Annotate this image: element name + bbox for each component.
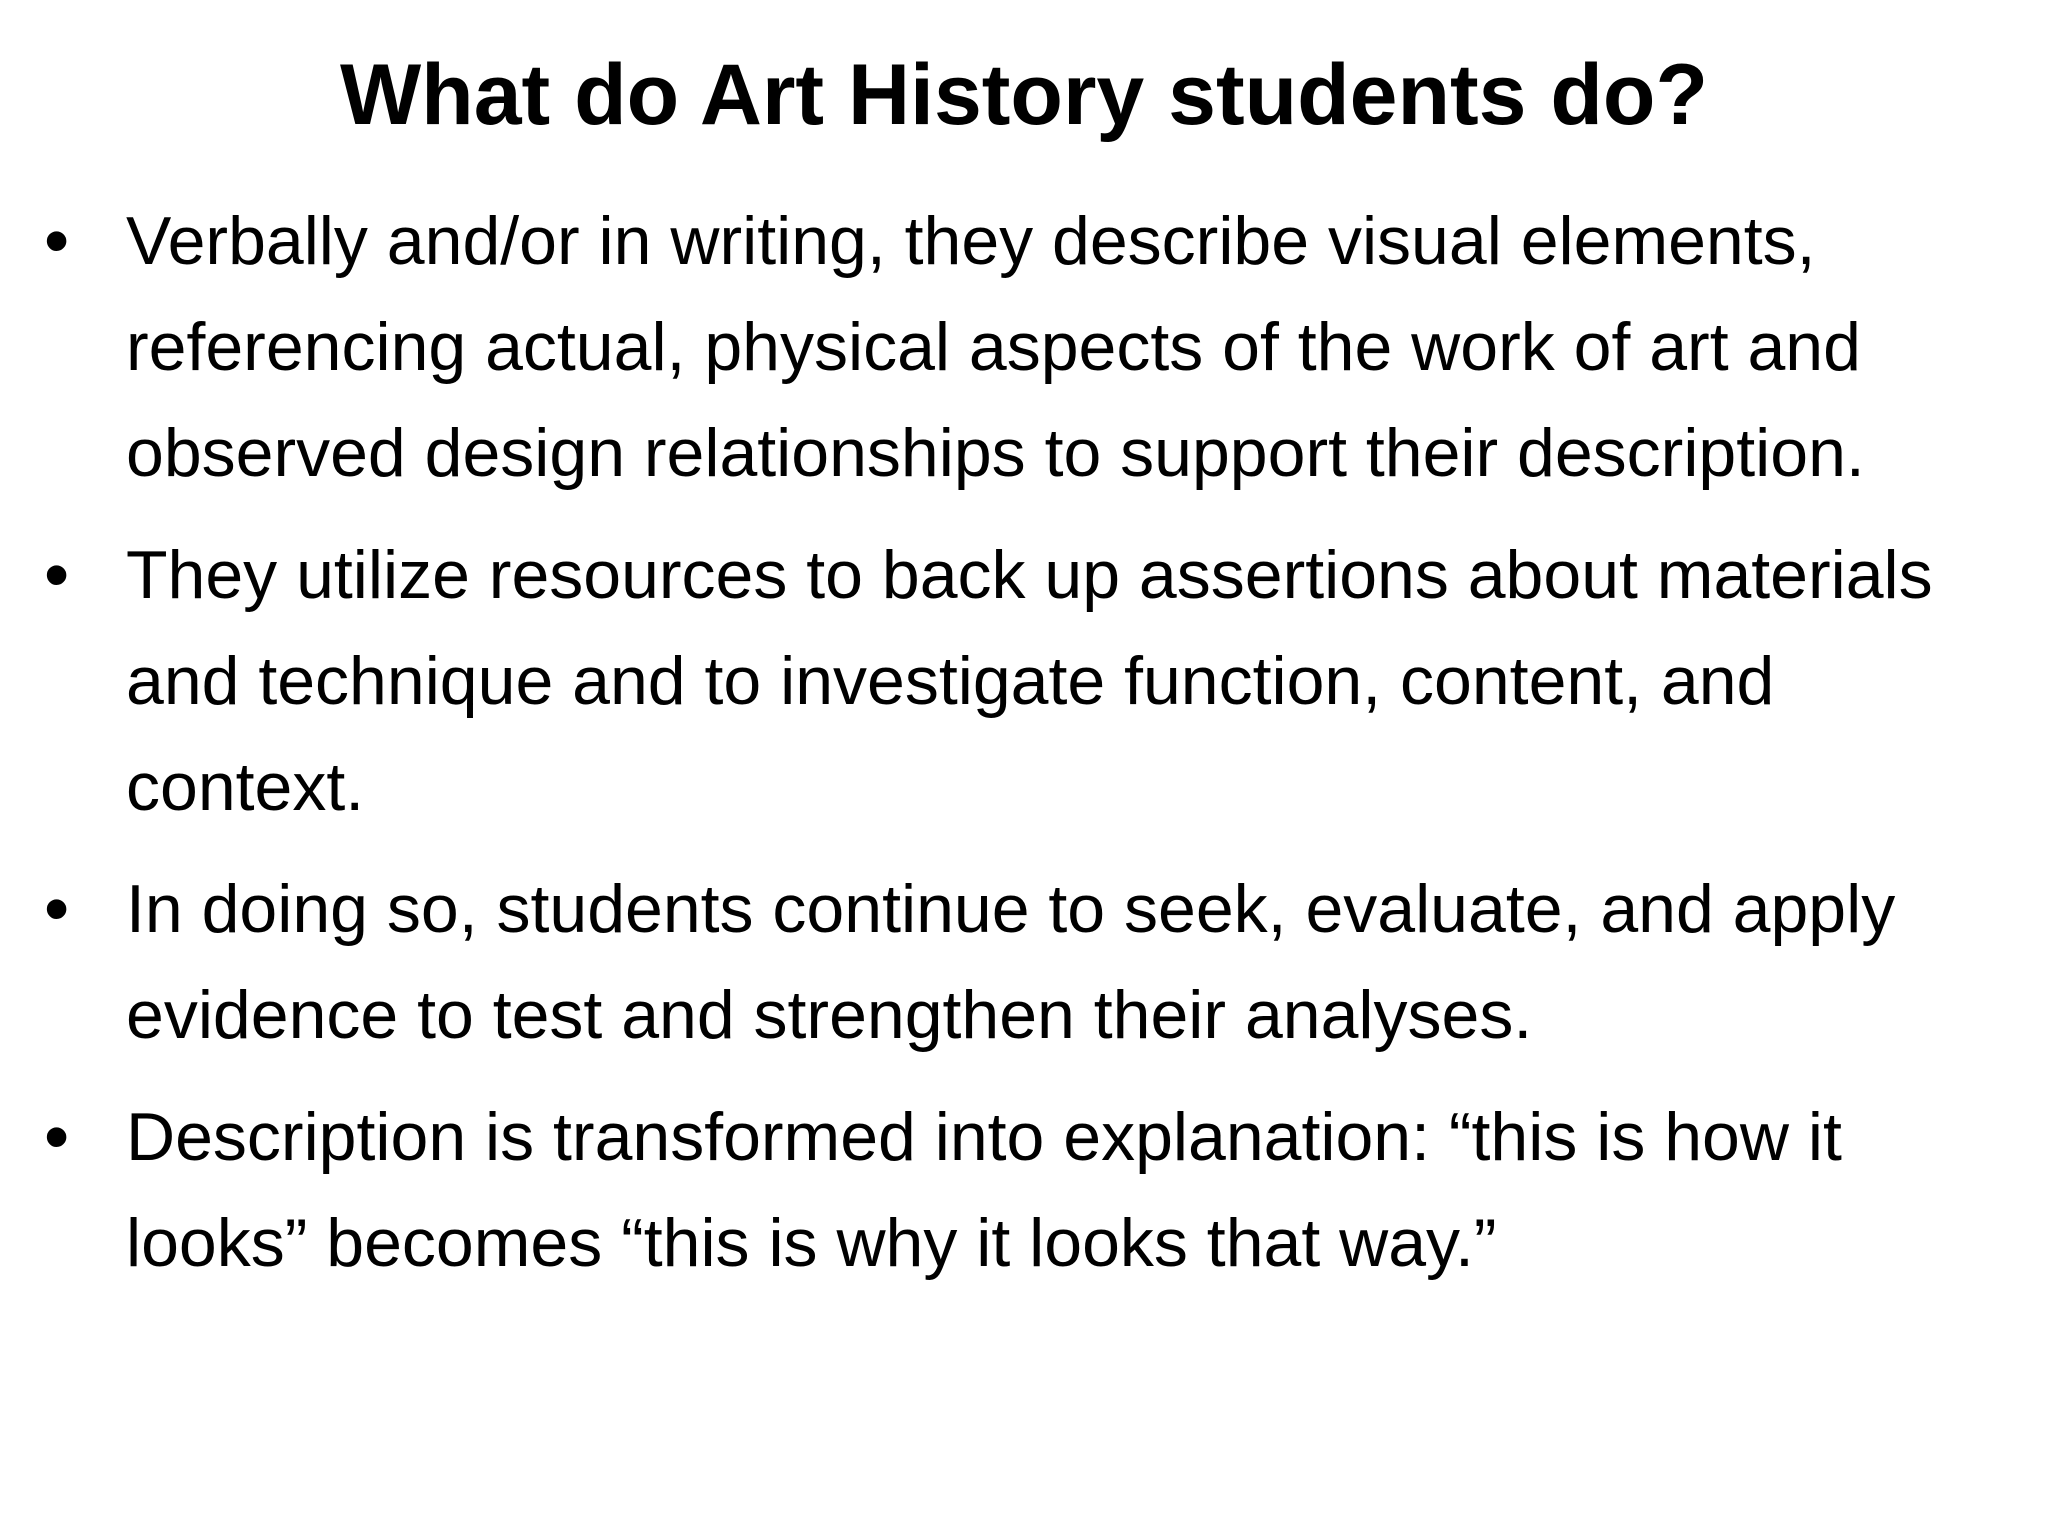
bullet-item xyxy=(40,188,1990,506)
bullet-dot-icon: • xyxy=(44,1097,70,1177)
bullet-text: Verbally and/or in writing, they describe visual elements, referencing actual, physical aspects of the work of art and observed design relationships to support their description. xyxy=(126,203,1865,491)
bullet-dot-icon: • xyxy=(44,535,70,615)
bullet-item xyxy=(40,856,1990,1068)
bullet-item xyxy=(40,1084,1990,1296)
slide-title: What do Art History students do? xyxy=(340,47,1708,143)
bullet-text: In doing so, students continue to seek, evaluate, and apply evidence to test and strengthen their analyses. xyxy=(126,871,1896,1053)
bullet-dot-icon: • xyxy=(44,869,70,949)
bullet-text: They utilize resources to back up assertions about materials and technique and to investigate function, content, and context. xyxy=(126,537,1933,825)
bullet-text: Description is transformed into explanation: “this is how it looks” becomes “this is why it looks that way.” xyxy=(126,1099,1842,1281)
bullet-dot-icon: • xyxy=(44,201,70,281)
bullet-list xyxy=(40,188,1990,1312)
bullet-item xyxy=(40,522,1990,840)
